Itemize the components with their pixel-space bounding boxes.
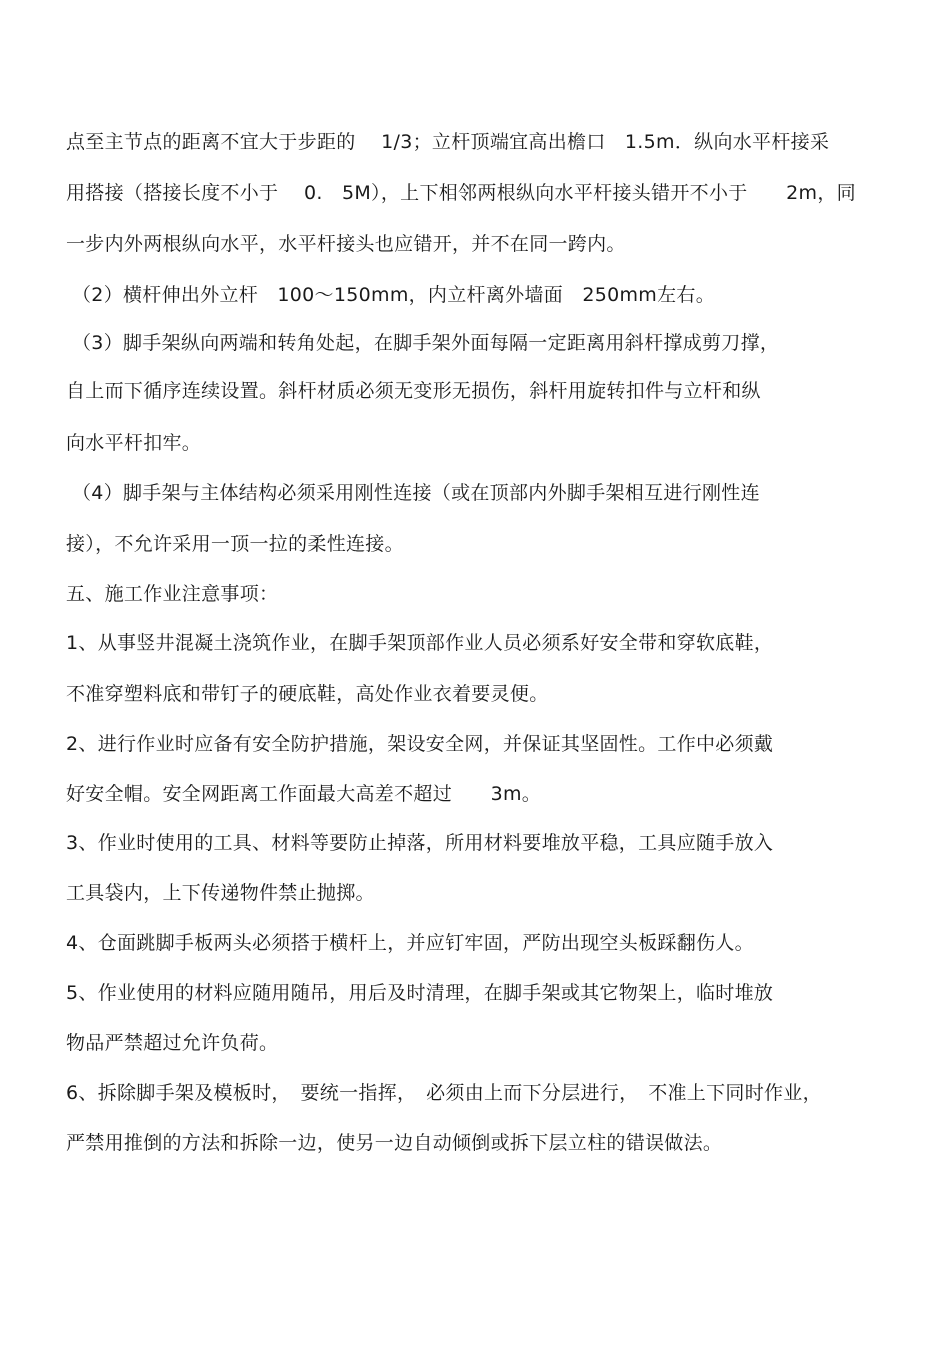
- text-line: 6、拆除脚手架及模板时， 要统一指挥， 必须由上而下分层进行， 不准上下同时作业，: [66, 1082, 822, 1104]
- text-line: 自上而下循序连续设置。斜杆材质必须无变形无损伤，斜杆用旋转扣件与立杆和纵: [66, 380, 761, 402]
- text-line: 4、仓面跳脚手板两头必须搭于横杆上，并应钉牢固，严防出现空头板踩翻伤人。: [66, 932, 754, 954]
- text-line: （2）横杆伸出外立杆 100～150mm，内立杆离外墙面 250mm左右。: [72, 284, 716, 306]
- text-line: 2、进行作业时应备有安全防护措施，架设安全网，并保证其坚固性。工作中必须戴: [66, 733, 774, 755]
- text-line: 好安全帽。安全网距离工作面最大高差不超过 3m。: [66, 783, 542, 805]
- text-line: 物品严禁超过允许负荷。: [66, 1032, 279, 1054]
- section-heading: 五、施工作业注意事项：: [66, 583, 279, 605]
- text-line: 接），不允许采用一顶一拉的柔性连接。: [66, 533, 404, 555]
- text-line: （3）脚手架纵向两端和转角处起，在脚手架外面每隔一定距离用斜杆撑成剪刀撑，: [72, 332, 780, 354]
- text-line: （4）脚手架与主体结构必须采用刚性连接（或在顶部内外脚手架相互进行刚性连: [72, 482, 760, 504]
- text-line: 不准穿塑料底和带钉子的硬底鞋，高处作业衣着要灵便。: [66, 683, 549, 705]
- text-line: 3、作业时使用的工具、材料等要防止掉落，所用材料要堆放平稳，工具应随手放入: [66, 832, 774, 854]
- text-line: 一步内外两根纵向水平，水平杆接头也应错开，并不在同一跨内。: [66, 233, 626, 255]
- text-line: 用搭接（搭接长度不小于 0. 5M），上下相邻两根纵向水平杆接头错开不小于 2m，同: [66, 182, 856, 204]
- text-line: 向水平杆扣牢。: [66, 432, 202, 454]
- text-line: 工具袋内，上下传递物件禁止抛掷。: [66, 882, 375, 904]
- text-line: 5、作业使用的材料应随用随吊，用后及时清理，在脚手架或其它物架上，临时堆放: [66, 982, 774, 1004]
- text-line: 严禁用推倒的方法和拆除一边，使另一边自动倾倒或拆下层立柱的错误做法。: [66, 1132, 723, 1154]
- text-line: 1、从事竖井混凝土浇筑作业，在脚手架顶部作业人员必须系好安全带和穿软底鞋，: [66, 632, 774, 654]
- text-line: 点至主节点的距离不宜大于步距的 1/3；立杆顶端宜高出檐口 1.5m．纵向水平杆接采: [66, 131, 830, 153]
